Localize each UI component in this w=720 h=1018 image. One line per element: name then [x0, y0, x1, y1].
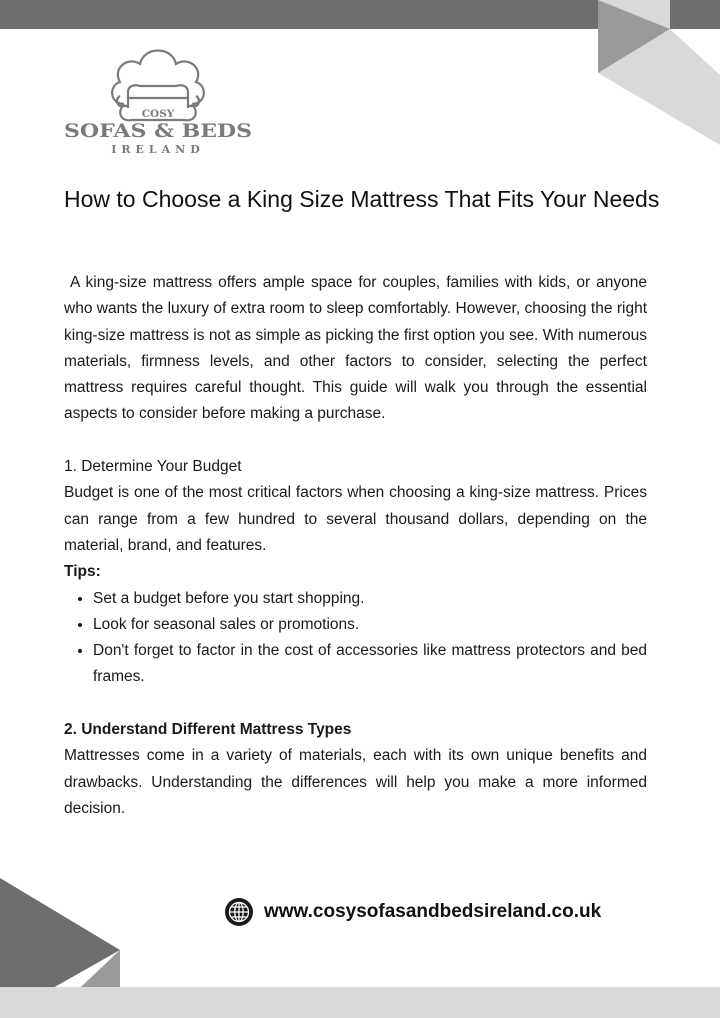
tip-item: • Set a budget before you start shopping.: [93, 586, 647, 612]
section1-body: Budget is one of the most critical factors when choosing a king-size mattress. Prices can range from a few hundred to several thousand dollars, depending on the material, brand, and features.: [64, 484, 647, 554]
brand-small-text: COSY: [141, 108, 175, 120]
bottom-footer-bar: [0, 987, 720, 1018]
brand-main-text: SOFAS & BEDS: [64, 120, 252, 142]
website-url-link[interactable]: www.cosysofasandbedsireland.co.uk: [264, 901, 602, 922]
tips-list: [64, 586, 647, 691]
brand-logo: [62, 42, 254, 160]
section1-heading: 1. Determine Your Budget: [64, 458, 242, 476]
section2-heading: 2. Understand Different Mattress Types: [64, 721, 352, 739]
top-right-decoration: [598, 0, 720, 145]
intro-paragraph: A king-size mattress offers ample space for couples, families with kids, or anyone who wants the luxury of extra room to sleep comfortably. However, choosing the right king-size mattress is not as simple as picking the first option you see. With numerous materials, firmness levels, and other factors to consider, selecting the perfect mattress requires careful thought. This guide will walk you through the essential aspects to consider before making a purchase.: [64, 274, 647, 423]
tip-item: • Look for seasonal sales or promotions.: [93, 612, 647, 638]
website-footer: [224, 896, 601, 928]
brand-sub-text: IRELAND: [111, 143, 205, 156]
page-title: How to Choose a King Size Mattress That Fits Your Needs: [64, 186, 660, 212]
section2-body: Mattresses come in a variety of materials, each with its own unique benefits and drawbacks. Understanding the differences will help you make a more informed decision.: [64, 747, 647, 817]
globe-icon: [224, 897, 254, 927]
article-body: [64, 270, 647, 822]
tips-label: Tips:: [64, 563, 101, 581]
tip-item: • Don't forget to factor in the cost of accessories like mattress protectors and bed frames.: [93, 638, 647, 691]
